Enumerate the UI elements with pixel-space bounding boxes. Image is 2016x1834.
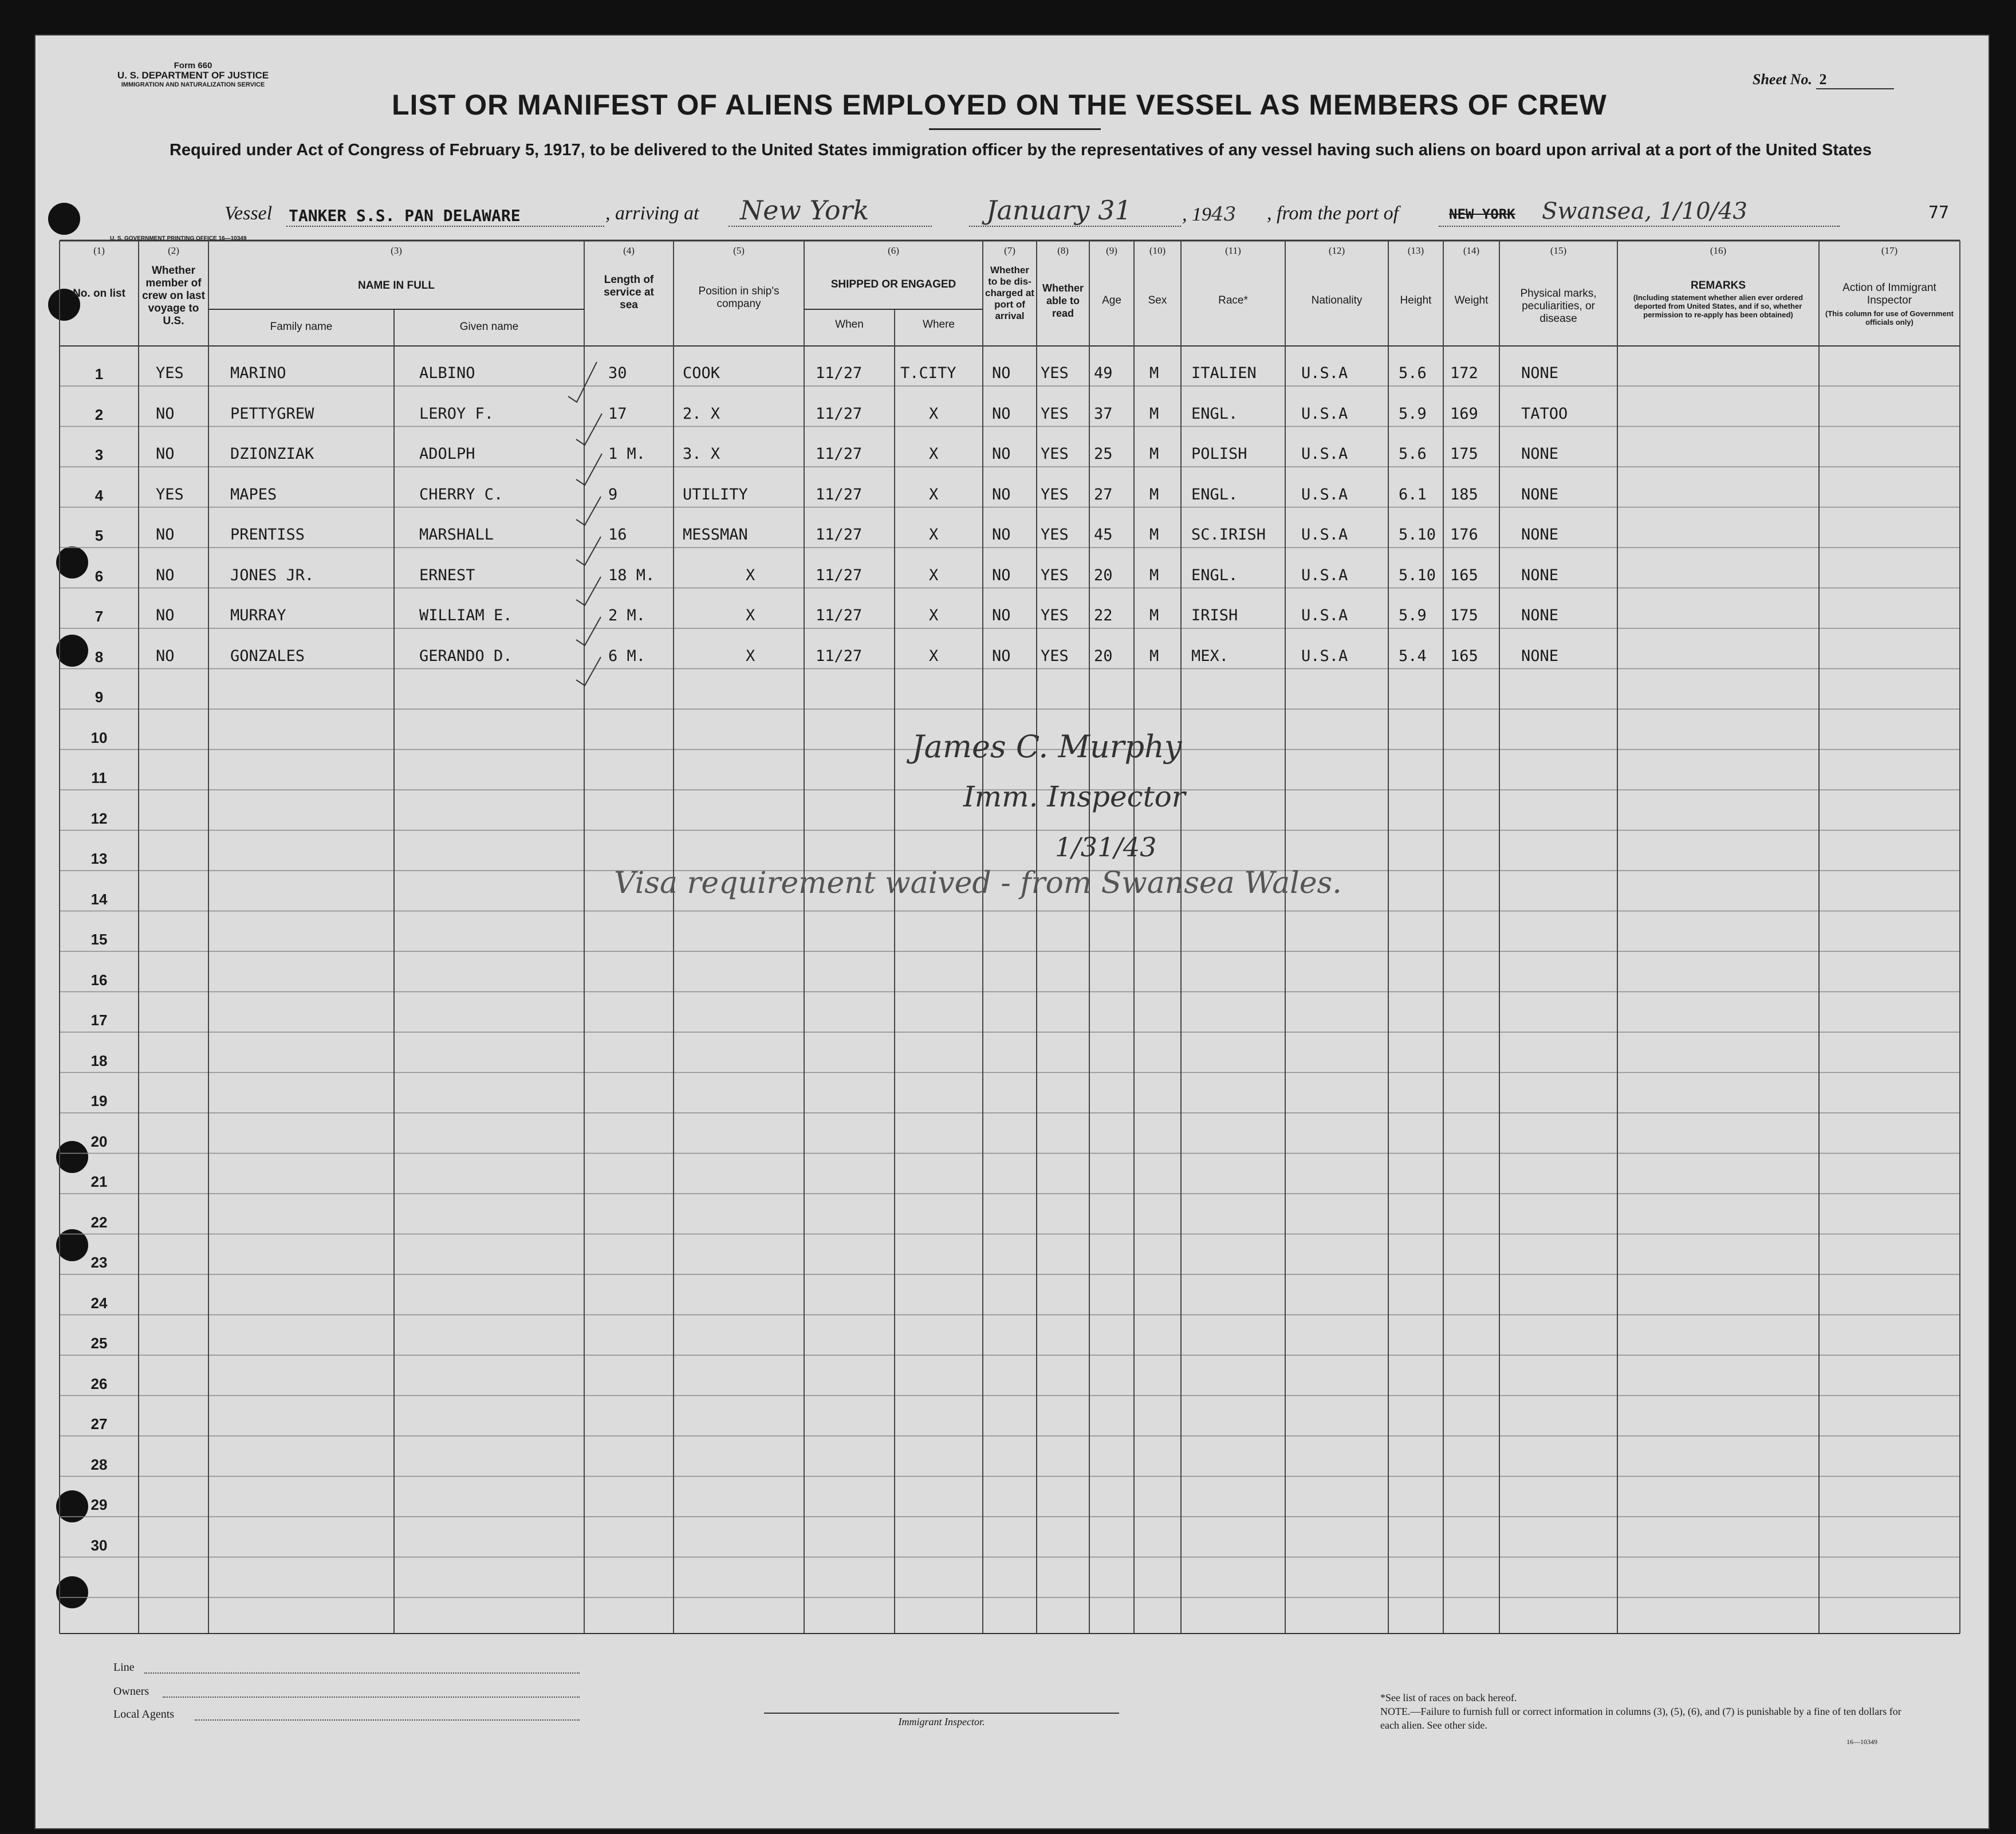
cell-last-voyage: YES bbox=[156, 364, 184, 382]
cell-physical-marks: NONE bbox=[1521, 485, 1559, 503]
cell-shipped-when: 11/27 bbox=[816, 485, 863, 503]
cell-physical-marks: NONE bbox=[1521, 607, 1559, 624]
cell-discharged: NO bbox=[992, 445, 1011, 463]
cell-last-voyage: NO bbox=[156, 404, 175, 423]
cell-can-read: YES bbox=[1041, 566, 1069, 584]
form-code: 16—10349 bbox=[1846, 1738, 1877, 1746]
cell-age: 27 bbox=[1094, 485, 1113, 503]
sheet-number-label: Sheet No. bbox=[1753, 71, 1812, 88]
cell-sex: M bbox=[1149, 566, 1159, 584]
cell-height: 5.10 bbox=[1399, 526, 1436, 544]
row-number: 24 bbox=[90, 1294, 108, 1312]
cell-sex: M bbox=[1149, 445, 1159, 463]
cell-height: 5.9 bbox=[1399, 607, 1427, 624]
cell-discharged: NO bbox=[992, 485, 1011, 503]
cell-nationality: U.S.A bbox=[1301, 566, 1348, 584]
header-shipped-engaged: SHIPPED OR ENGAGED bbox=[830, 278, 956, 290]
cell-physical-marks: TATOO bbox=[1521, 404, 1568, 423]
header-sex: Sex bbox=[1148, 294, 1167, 306]
cell-service-length: 2 M. bbox=[608, 607, 646, 624]
cell-last-voyage: YES bbox=[156, 485, 184, 503]
cell-sex: M bbox=[1149, 647, 1159, 665]
row-number: 12 bbox=[90, 809, 108, 827]
cell-physical-marks: NONE bbox=[1521, 526, 1559, 544]
col-number: (10) bbox=[1149, 245, 1166, 256]
row-number: 3 bbox=[94, 446, 104, 463]
col-number: (9) bbox=[1106, 245, 1117, 256]
cell-sex: M bbox=[1149, 607, 1159, 624]
row-number: 7 bbox=[94, 608, 104, 625]
cell-weight: 169 bbox=[1450, 404, 1478, 423]
cell-family-name: PETTYGREW bbox=[230, 404, 314, 423]
cell-age: 49 bbox=[1094, 364, 1113, 382]
cell-nationality: U.S.A bbox=[1301, 364, 1348, 382]
col-number: (4) bbox=[623, 245, 635, 256]
footer-owners-field bbox=[163, 1697, 580, 1698]
header-remarks: REMARKS bbox=[1690, 280, 1746, 292]
vessel-name: TANKER S.S. PAN DELAWARE bbox=[289, 206, 521, 225]
header-age: Age bbox=[1102, 294, 1121, 306]
cell-discharged: NO bbox=[992, 526, 1011, 544]
cell-weight: 176 bbox=[1450, 526, 1478, 544]
cell-position: X bbox=[746, 647, 755, 665]
cell-shipped-when: 11/27 bbox=[816, 404, 863, 423]
cell-race: SC.IRISH bbox=[1191, 526, 1266, 544]
cell-physical-marks: NONE bbox=[1521, 647, 1559, 665]
row-number: 6 bbox=[94, 567, 104, 585]
inspector-signature-line bbox=[764, 1713, 1119, 1714]
cell-shipped-where: T.CITY bbox=[900, 364, 956, 382]
cell-position: 2. X bbox=[683, 404, 720, 423]
header-length-of-service: Length of service at sea bbox=[604, 274, 654, 311]
cell-position: UTILITY bbox=[683, 485, 748, 503]
header-family-name: Family name bbox=[270, 321, 333, 333]
cell-shipped-where: X bbox=[929, 485, 939, 503]
row-number: 21 bbox=[90, 1173, 108, 1190]
cell-family-name: MURRAY bbox=[230, 607, 286, 624]
row-number: 30 bbox=[90, 1536, 108, 1554]
cell-given-name: WILLIAM E. bbox=[419, 607, 513, 624]
cell-age: 37 bbox=[1094, 404, 1113, 423]
cell-last-voyage: NO bbox=[156, 566, 175, 584]
col-number: (8) bbox=[1057, 245, 1069, 256]
from-port: Swansea, 1/10/43 bbox=[1542, 198, 1747, 225]
row-number: 11 bbox=[91, 769, 107, 786]
cell-last-voyage: NO bbox=[156, 526, 175, 544]
arriving-label: , arriving at bbox=[605, 203, 699, 224]
cell-nationality: U.S.A bbox=[1301, 647, 1348, 665]
header-remarks-note: (Including statement whether alien ever ordered deported from United States, and if so, whether permission to re-apply has been obtained) bbox=[1633, 293, 1804, 319]
cell-service-length: 6 M. bbox=[608, 647, 646, 665]
cell-height: 5.4 bbox=[1399, 647, 1427, 665]
cell-physical-marks: NONE bbox=[1521, 445, 1559, 463]
row-number: 19 bbox=[90, 1092, 108, 1109]
visa-waiver-note: Visa requirement waived - from Swansea Wales. bbox=[614, 866, 1342, 900]
footer-owners-label: Owners bbox=[113, 1685, 149, 1698]
cell-position: MESSMAN bbox=[683, 526, 748, 544]
cell-discharged: NO bbox=[992, 647, 1011, 665]
form-number: Form 660 bbox=[174, 61, 212, 70]
cell-weight: 165 bbox=[1450, 647, 1478, 665]
cell-weight: 175 bbox=[1450, 445, 1478, 463]
col-number: (15) bbox=[1550, 245, 1567, 256]
footer-agents-field bbox=[195, 1719, 580, 1721]
row-number: 20 bbox=[90, 1132, 108, 1150]
row-number: 16 bbox=[90, 971, 108, 989]
cell-age: 45 bbox=[1094, 526, 1113, 544]
cell-service-length: 9 bbox=[608, 485, 618, 503]
printing-office-note: U. S. GOVERNMENT PRINTING OFFICE 16—10349 bbox=[110, 235, 247, 242]
header-name-in-full: NAME IN FULL bbox=[357, 280, 435, 292]
cell-nationality: U.S.A bbox=[1301, 404, 1348, 423]
cell-given-name: GERANDO D. bbox=[419, 647, 513, 665]
header-inspector-action: Action of Immigrant Inspector bbox=[1842, 282, 1936, 306]
cell-shipped-when: 11/27 bbox=[816, 647, 863, 665]
cell-sex: M bbox=[1149, 526, 1159, 544]
row-number: 29 bbox=[90, 1496, 108, 1513]
cell-given-name: CHERRY C. bbox=[419, 485, 503, 503]
footer-agents-label: Local Agents bbox=[113, 1708, 175, 1721]
header-nationality: Nationality bbox=[1311, 294, 1363, 306]
inspector-signature: James C. Murphy bbox=[912, 729, 1182, 765]
cell-discharged: NO bbox=[992, 566, 1011, 584]
cell-nationality: U.S.A bbox=[1301, 526, 1348, 544]
footer-line-label: Line bbox=[113, 1661, 135, 1674]
page-reference: 77 bbox=[1928, 203, 1950, 223]
cell-position: 3. X bbox=[683, 445, 720, 463]
header-no-on-list: No. on list bbox=[73, 288, 125, 300]
row-number: 18 bbox=[90, 1052, 108, 1069]
row-number: 27 bbox=[90, 1415, 108, 1432]
cell-race: IRISH bbox=[1191, 607, 1238, 624]
header-last-voyage: Whether member of crew on last voyage to U.S. bbox=[142, 265, 205, 327]
row-number: 13 bbox=[90, 850, 108, 867]
cell-can-read: YES bbox=[1041, 485, 1069, 503]
page-subtitle: Required under Act of Congress of February 5, 1917, to be delivered to the United States immigration officer by the representatives of any vessel having such aliens on board upon arrival at a port of the United States bbox=[169, 141, 1872, 159]
cell-given-name: LEROY F. bbox=[419, 404, 494, 423]
col-number: (17) bbox=[1881, 245, 1898, 256]
row-number: 17 bbox=[90, 1012, 108, 1029]
department-name: U. S. DEPARTMENT OF JUSTICE bbox=[117, 70, 269, 81]
cell-given-name: MARSHALL bbox=[419, 526, 494, 544]
cell-height: 5.9 bbox=[1399, 404, 1427, 423]
page-title: LIST OR MANIFEST OF ALIENS EMPLOYED ON THE VESSEL AS MEMBERS OF CREW bbox=[392, 89, 1607, 121]
sheet-number-value: 2 bbox=[1816, 71, 1894, 89]
row-number: 8 bbox=[94, 648, 104, 666]
header-given-name: Given name bbox=[459, 321, 519, 333]
cell-race: ENGL. bbox=[1191, 485, 1238, 503]
cell-can-read: YES bbox=[1041, 647, 1069, 665]
col-number: (7) bbox=[1004, 245, 1015, 256]
cell-can-read: YES bbox=[1041, 404, 1069, 423]
row-number: 1 bbox=[94, 365, 104, 383]
cell-weight: 185 bbox=[1450, 485, 1478, 503]
cell-given-name: ALBINO bbox=[419, 364, 475, 382]
cell-race: ENGL. bbox=[1191, 404, 1238, 423]
cell-nationality: U.S.A bbox=[1301, 607, 1348, 624]
row-number: 9 bbox=[94, 688, 104, 706]
row-number: 28 bbox=[90, 1455, 108, 1473]
col-number: (3) bbox=[391, 245, 402, 256]
cell-last-voyage: NO bbox=[156, 647, 175, 665]
col-number: (11) bbox=[1225, 245, 1241, 256]
cell-sex: M bbox=[1149, 364, 1159, 382]
cell-nationality: U.S.A bbox=[1301, 485, 1348, 503]
row-number: 25 bbox=[90, 1335, 108, 1352]
row-number: 5 bbox=[94, 527, 104, 544]
header-inspector-note: (This column for use of Government officials only) bbox=[1825, 309, 1954, 326]
col-number: (16) bbox=[1710, 245, 1727, 256]
cell-discharged: NO bbox=[992, 404, 1011, 423]
cell-position: COOK bbox=[683, 364, 720, 382]
cell-shipped-when: 11/27 bbox=[816, 445, 863, 463]
col-number: (5) bbox=[733, 245, 745, 256]
penalty-note: NOTE.—Failure to furnish full or correct information in columns (3), (5), (6), and (7) is punishable by a fine of ten dollars for each alien. See other side. bbox=[1380, 1706, 1901, 1731]
cell-family-name: MARINO bbox=[230, 364, 286, 382]
cell-nationality: U.S.A bbox=[1301, 445, 1348, 463]
cell-race: ENGL. bbox=[1191, 566, 1238, 584]
cell-shipped-where: X bbox=[929, 526, 939, 544]
cell-age: 20 bbox=[1094, 566, 1113, 584]
cell-can-read: YES bbox=[1041, 364, 1069, 382]
cell-race: ITALIEN bbox=[1191, 364, 1257, 382]
cell-service-length: 17 bbox=[608, 404, 627, 423]
service-name: IMMIGRATION AND NATURALIZATION SERVICE bbox=[121, 81, 265, 88]
cell-position: X bbox=[746, 566, 755, 584]
cell-physical-marks: NONE bbox=[1521, 566, 1559, 584]
col-number: (14) bbox=[1463, 245, 1480, 256]
col-number: (1) bbox=[93, 245, 105, 256]
cell-height: 5.6 bbox=[1399, 445, 1427, 463]
cell-shipped-when: 11/27 bbox=[816, 607, 863, 624]
cell-family-name: MAPES bbox=[230, 485, 277, 503]
header-height: Height bbox=[1400, 294, 1432, 306]
header-weight: Weight bbox=[1454, 294, 1489, 306]
col-number: (12) bbox=[1328, 245, 1345, 256]
inspector-title: Imm. Inspector bbox=[963, 780, 1186, 813]
cell-last-voyage: NO bbox=[156, 607, 175, 624]
cell-can-read: YES bbox=[1041, 445, 1069, 463]
races-note: *See list of races on back hereof. bbox=[1380, 1692, 1517, 1703]
cell-weight: 175 bbox=[1450, 607, 1478, 624]
row-number: 4 bbox=[94, 486, 104, 504]
header-able-to-read: Whether able to read bbox=[1042, 282, 1084, 319]
cell-age: 25 bbox=[1094, 445, 1113, 463]
cell-given-name: ERNEST bbox=[419, 566, 475, 584]
cell-shipped-where: X bbox=[929, 566, 939, 584]
row-number: 10 bbox=[90, 729, 108, 746]
row-number: 22 bbox=[90, 1213, 108, 1231]
cell-race: POLISH bbox=[1191, 445, 1247, 463]
cell-height: 5.10 bbox=[1399, 566, 1436, 584]
cell-discharged: NO bbox=[992, 607, 1011, 624]
cell-shipped-where: X bbox=[929, 404, 939, 423]
arrival-date: January 31 bbox=[986, 195, 1132, 226]
header-discharged: Whether to be dis-charged at port of arrival bbox=[985, 265, 1034, 321]
cell-service-length: 30 bbox=[608, 364, 627, 382]
cell-position: X bbox=[746, 607, 755, 624]
header-race: Race* bbox=[1218, 294, 1248, 306]
cell-sex: M bbox=[1149, 485, 1159, 503]
arriving-port: New York bbox=[740, 195, 869, 226]
cell-service-length: 1 M. bbox=[608, 445, 646, 463]
cell-given-name: ADOLPH bbox=[419, 445, 475, 463]
cell-race: MEX. bbox=[1191, 647, 1229, 665]
cell-can-read: YES bbox=[1041, 526, 1069, 544]
row-number: 23 bbox=[90, 1254, 108, 1271]
from-port-struck: NEW YORK bbox=[1449, 206, 1515, 222]
vessel-label: Vessel bbox=[225, 203, 273, 224]
year-value: 43 bbox=[1211, 203, 1237, 226]
header-where: Where bbox=[923, 318, 955, 330]
cell-last-voyage: NO bbox=[156, 445, 175, 463]
header-position: Position in ship's company bbox=[698, 285, 779, 310]
cell-weight: 172 bbox=[1450, 364, 1478, 382]
cell-shipped-where: X bbox=[929, 445, 939, 463]
cell-family-name: JONES JR. bbox=[230, 566, 314, 584]
cell-service-length: 16 bbox=[608, 526, 627, 544]
cell-discharged: NO bbox=[992, 364, 1011, 382]
year-prefix: , 19 bbox=[1182, 204, 1211, 225]
col-number: (6) bbox=[888, 245, 899, 256]
cell-shipped-where: X bbox=[929, 647, 939, 665]
row-number: 15 bbox=[90, 931, 108, 948]
from-port-label: , from the port of bbox=[1267, 203, 1399, 224]
cell-shipped-when: 11/27 bbox=[816, 526, 863, 544]
cell-weight: 165 bbox=[1450, 566, 1478, 584]
cell-shipped-when: 11/27 bbox=[816, 364, 863, 382]
cell-family-name: PRENTISS bbox=[230, 526, 305, 544]
row-number: 14 bbox=[90, 890, 108, 908]
cell-age: 20 bbox=[1094, 647, 1113, 665]
col-number: (13) bbox=[1407, 245, 1424, 256]
cell-family-name: DZIONZIAK bbox=[230, 445, 314, 463]
cell-sex: M bbox=[1149, 404, 1159, 423]
cell-service-length: 18 M. bbox=[608, 566, 655, 584]
col-number: (2) bbox=[168, 245, 179, 256]
cell-physical-marks: NONE bbox=[1521, 364, 1559, 382]
row-number: 26 bbox=[90, 1375, 108, 1392]
cell-height: 5.6 bbox=[1399, 364, 1427, 382]
header-physical-marks: Physical marks, peculiarities, or disease bbox=[1520, 288, 1597, 325]
manifest-sheet bbox=[34, 34, 1990, 1829]
cell-shipped-when: 11/27 bbox=[816, 566, 863, 584]
row-number: 2 bbox=[94, 406, 104, 423]
inspector-signature-label: Immigrant Inspector. bbox=[898, 1716, 985, 1727]
cell-shipped-where: X bbox=[929, 607, 939, 624]
cell-height: 6.1 bbox=[1399, 485, 1427, 503]
cell-family-name: GONZALES bbox=[230, 647, 305, 665]
cell-age: 22 bbox=[1094, 607, 1113, 624]
cell-can-read: YES bbox=[1041, 607, 1069, 624]
header-when: When bbox=[835, 318, 864, 330]
inspection-date: 1/31/43 bbox=[1055, 832, 1157, 863]
footer-line-field bbox=[144, 1672, 580, 1674]
